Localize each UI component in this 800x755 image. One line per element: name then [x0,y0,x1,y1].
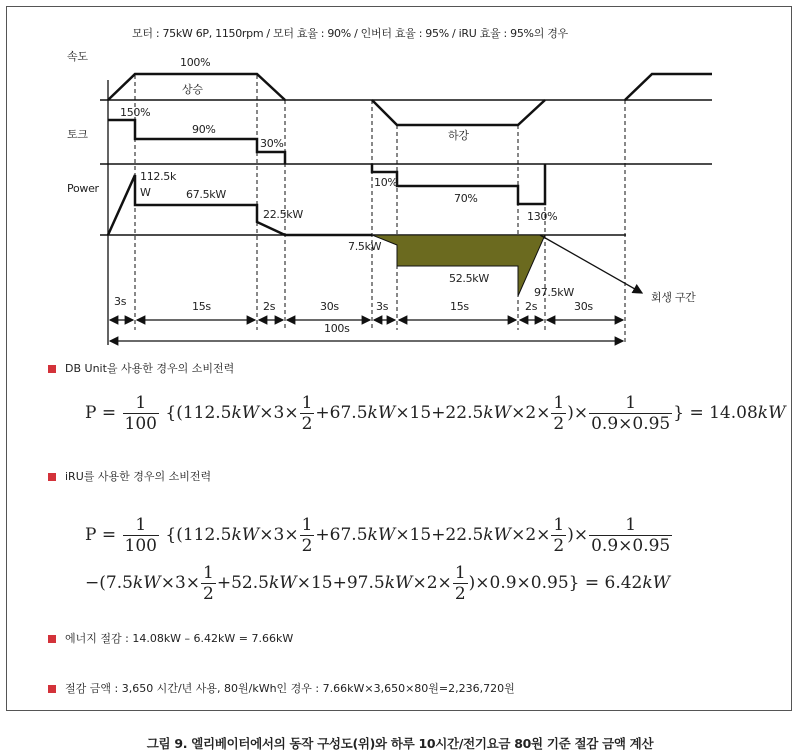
time-seg-3: 2s [263,300,276,313]
regen-area [372,235,545,296]
regen-zone-label: 회생 구간 [651,291,696,304]
power-22-label: 22.5kW [263,208,303,221]
power-97-label: 97.5kW [534,286,574,299]
time-seg-5: 3s [376,300,389,313]
power-67-label: 67.5kW [186,188,226,201]
iru-equation-line1: P = $\frac{1}{100}$ {(112.5kW×3× $\frac{1}{2}$ +67.5kW×15+22.5kW×2× $\frac{1}{2}$ )× $\frac{1}{0.9\times 0.95}$ [85,515,671,556]
torque-10-label: 10% [374,176,398,189]
power-7-label: 7.5kW [348,240,382,253]
power-52-label: 52.5kW [449,272,489,285]
speed-row-label: 속도 [67,50,88,63]
speed-profile-next [625,74,712,100]
db-unit-section-title: DB Unit을 사용한 경우의 소비전력 [48,360,234,376]
time-arrows [110,320,623,341]
power-112-label-line1: 112.5k [140,170,177,183]
descend-label: 하강 [448,129,469,142]
bullet-icon [48,685,56,693]
bullet-icon [48,635,56,643]
time-seg-1: 3s [114,295,127,308]
power-112-label-line2: W [140,186,151,199]
power-row-label: Power [67,182,99,195]
iru-section-title: iRU를 사용한 경우의 소비전력 [48,468,211,484]
bullet-icon [48,365,56,373]
power-profile [108,175,372,235]
iru-equation-line2: −(7.5kW×3× $\frac{1}{2}$ +52.5kW×15+97.5kW×2× $\frac{1}{2}$ )×0.9×0.95} = 6.42kW [85,563,671,604]
energy-saving-note: 에너지 절감 : 14.08kW – 6.42kW = 7.66kW [48,630,293,646]
time-seg-6: 15s [450,300,469,313]
torque-row-label: 토크 [67,128,88,141]
total-time: 100s [324,322,350,335]
torque-90-label: 90% [192,123,216,136]
figure-caption: 그림 9. 엘리베이터에서의 동작 구성도(위)와 하루 10시간/전기요금 80원 기준 절감 금액 계산 [146,736,654,751]
regen-arrow [540,235,642,293]
bullet-icon [48,473,56,481]
torque-70-label: 70% [454,192,478,205]
time-seg-8: 30s [574,300,593,313]
motor-spec: 모터 : 75kW 6P, 1150rpm / 모터 효율 : 90% / 인버터 효율 : 95% / iRU 효율 : 95%의 경우 [132,27,568,40]
time-seg-7: 2s [525,300,538,313]
time-seg-2: 15s [192,300,211,313]
db-equation: P = $\frac{1}{100}$ {(112.5kW×3× $\frac{1}{2}$ +67.5kW×15+22.5kW×2× $\frac{1}{2}$ )× $\frac{1}{0.9\times 0.95}$ } = 14.08kW [85,393,786,434]
speed-profile-down [372,100,545,125]
torque-30-label: 30% [260,137,284,150]
torque-130-label: 130% [527,210,558,223]
torque-150-label: 150% [120,106,151,119]
cost-saving-note: 절감 금액 : 3,650 시간/년 사용, 80원/kWh인 경우 : 7.66kW×3,650×80원=2,236,720원 [48,680,515,696]
time-seg-4: 30s [320,300,339,313]
speed-100-label: 100% [180,56,211,69]
ascend-label: 상승 [182,83,203,96]
